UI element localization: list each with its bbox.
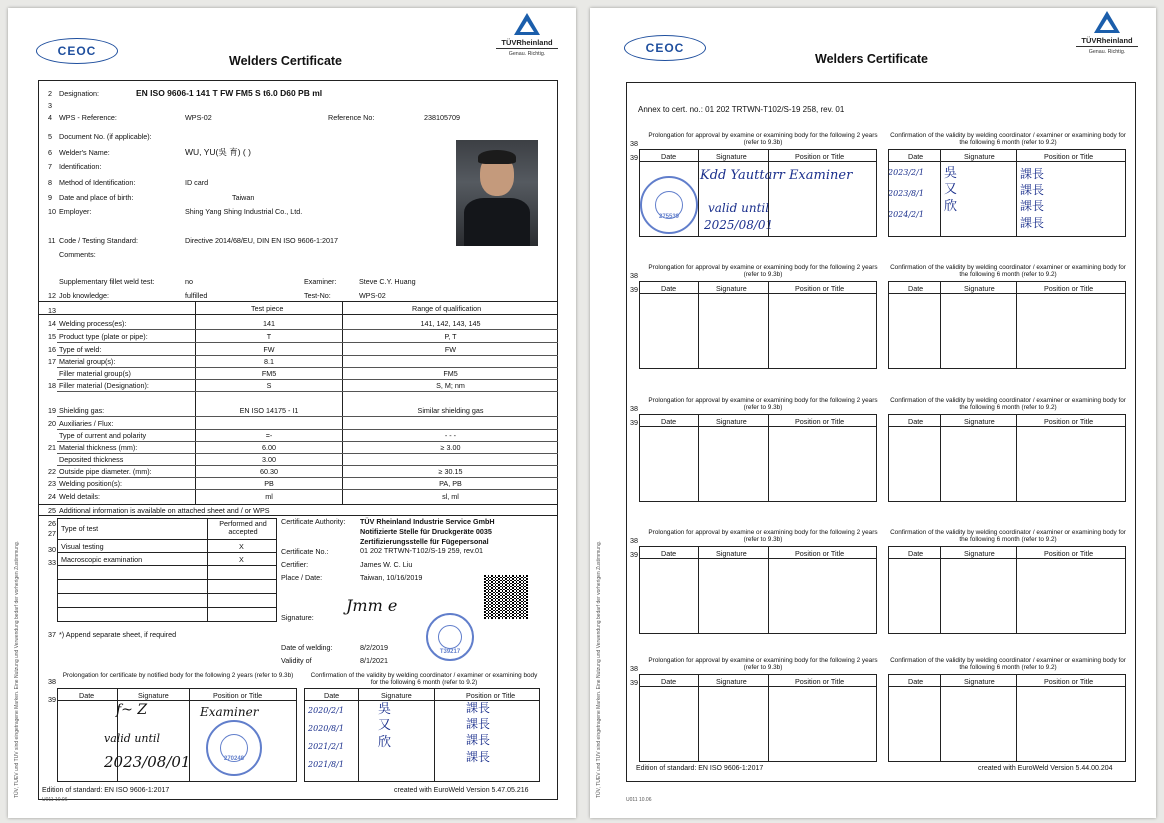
- job-value: fulfilled: [185, 291, 208, 300]
- rule: [698, 414, 699, 502]
- rule: [768, 281, 769, 369]
- visual-testing: Visual testing: [61, 542, 104, 551]
- col-position: Position or Title: [1044, 549, 1094, 558]
- grid-label: Weld details:: [59, 492, 101, 501]
- grid-label: Material thickness (mm):: [59, 443, 138, 452]
- confirmation-text: Confirmation of the validity by welding coordinator / examiner or examining body for the following 6 month (refer to 9.2): [310, 672, 538, 687]
- grid-line: [57, 465, 558, 466]
- confirmation-text: Confirmation of the validity by welding coordinator / examiner or examining body for the following 6 month (refer to 9.2): [890, 264, 1126, 279]
- col-position: Position or Title: [1044, 284, 1094, 293]
- page-title: Welders Certificate: [229, 54, 343, 68]
- hw-date: 2020/8/1: [308, 724, 344, 733]
- col-position: Position or Title: [795, 284, 845, 293]
- rule: [1016, 546, 1017, 634]
- col-date: Date: [908, 677, 924, 686]
- prolongation-table: [639, 414, 877, 502]
- col-date: Date: [908, 549, 924, 558]
- date-of-welding-value: 8/2/2019: [360, 643, 388, 652]
- test-piece-value: FW: [263, 345, 275, 354]
- row-number: 16: [48, 345, 56, 354]
- test-piece-value: 3.00: [262, 455, 276, 464]
- designation-value: EN ISO 9606-1 141 T FW FM5 S t6.0 D60 PB ml: [136, 88, 323, 98]
- visual-testing-mark: X: [239, 542, 244, 551]
- row-number: 17: [48, 357, 56, 366]
- col-date: Date: [661, 549, 677, 558]
- qr-code: [484, 575, 528, 619]
- birth-value: Taiwan: [232, 193, 255, 202]
- grid-label: Welding process(es):: [59, 319, 127, 328]
- rule: [940, 414, 941, 502]
- fillet-value: no: [185, 277, 193, 286]
- grid-line: [57, 429, 558, 430]
- rule: [1016, 674, 1017, 762]
- test-piece-value: 6.00: [262, 443, 276, 452]
- confirmation-table: [888, 414, 1126, 502]
- footer-version: created with EuroWeld Version 5.47.05.216: [394, 787, 529, 794]
- prolongation-text: Prolongation for approval by examine or examining body for the following 2 years (refer to 9.3b): [648, 529, 878, 544]
- method-label: Method of Identification:: [59, 178, 136, 187]
- rule: [1016, 149, 1017, 237]
- handwritten-valid-date: 2023/08/01: [104, 753, 191, 771]
- range-value: ≥ 30.15: [438, 467, 463, 476]
- rule: [1016, 414, 1017, 502]
- confirmation-text: Confirmation of the validity by welding coordinator / examiner or examining body for the following 6 month (refer to 9.2): [890, 657, 1126, 672]
- col-signature: Signature: [138, 691, 169, 700]
- handwritten-valid-until: valid until: [708, 201, 770, 215]
- rule: [888, 293, 1126, 294]
- rule: [768, 674, 769, 762]
- confirmation-text: Confirmation of the validity by welding coordinator / examiner or examining body for the following 6 month (refer to 9.2): [890, 529, 1126, 544]
- row-number: 3: [48, 101, 52, 110]
- rule: [768, 149, 769, 237]
- macro-exam-mark: X: [239, 555, 244, 564]
- row-number: 39: [630, 153, 638, 162]
- test-piece-value: T: [266, 332, 272, 341]
- place-label: Place / Date:: [281, 573, 323, 582]
- grid-line: [57, 367, 558, 368]
- col-date: Date: [661, 152, 677, 161]
- rule: [639, 293, 877, 294]
- row-number: 39: [630, 285, 638, 294]
- code-label: Code / Testing Standard:: [59, 236, 138, 245]
- grid-label: Material group(s):: [59, 357, 116, 366]
- performed-header: Performed and accepted: [219, 519, 267, 536]
- rule: [940, 149, 941, 237]
- row-number: 21: [48, 443, 56, 452]
- row-number: 7: [48, 162, 52, 171]
- row-number: 19: [48, 406, 56, 415]
- col-position: Position or Title: [213, 691, 263, 700]
- signature-label: Signature:: [281, 613, 314, 622]
- handwritten-valid-until: valid until: [104, 732, 160, 745]
- grid-line: [57, 453, 558, 454]
- row-number: 15: [48, 332, 56, 341]
- welder-photo: [456, 140, 538, 246]
- range-value: S, M; nm: [436, 381, 465, 390]
- employer-value: Shing Yang Shing Industrial Co., Ltd.: [185, 207, 303, 216]
- hw-chinese-signature: 吳 又 欣: [944, 166, 958, 214]
- footer-version: created with EuroWeld Version 5.44.00.204: [978, 765, 1113, 772]
- tuv-logo: TÜVRheinland Genau. Richtig.: [496, 13, 558, 73]
- grid-line: [57, 329, 558, 330]
- row-number: 38: [630, 139, 638, 148]
- designation-label: Designation:: [59, 89, 99, 98]
- test-piece-value: PB: [264, 479, 274, 488]
- certifier-value: James W. C. Liu: [360, 560, 413, 569]
- prolongation-text: Prolongation for approval by examine or examining body for the following 2 years (refer to 9.3b): [648, 132, 878, 147]
- footer-edition: Edition of standard: EN ISO 9606-1:2017: [636, 765, 764, 772]
- rule: [1016, 281, 1017, 369]
- row-number: 38: [630, 404, 638, 413]
- grid-label: Deposited thickness: [59, 455, 124, 464]
- handwritten-examiner: Kdd Yauttarr Examiner: [700, 168, 853, 183]
- examiner-label: Examiner:: [304, 277, 337, 286]
- reference-label: Reference No:: [328, 113, 375, 122]
- hw-chinese-signature: 吳 又 欣: [378, 702, 392, 750]
- grid-label: Type of current and polarity: [59, 431, 147, 440]
- grid-line: [57, 441, 558, 442]
- rule: [698, 149, 699, 237]
- prolongation-text: Prolongation for approval by examine or examining body for the following 2 years (refer to 9.3b): [648, 397, 878, 412]
- grid-label: Outside pipe diameter. (mm):: [59, 467, 152, 476]
- row-number: 18: [48, 381, 56, 390]
- cert-no-value: 01 202 TRTWN-T102/S-19 259, rev.01: [360, 546, 484, 555]
- row-number: 6: [48, 148, 52, 157]
- row-number: 38: [630, 664, 638, 673]
- employer-label: Employer:: [59, 207, 92, 216]
- testno-label: Test-No:: [304, 291, 331, 300]
- test-piece-header: Test piece: [251, 304, 284, 313]
- tuv-stamp: 275539: [640, 176, 698, 234]
- prolongation-table: [639, 546, 877, 634]
- rule: [940, 674, 941, 762]
- row-number: 9: [48, 193, 52, 202]
- confirmation-table: [888, 546, 1126, 634]
- col-position: Position or Title: [1044, 152, 1094, 161]
- col-position: Position or Title: [795, 549, 845, 558]
- macro-exam: Macroscopic examination: [61, 555, 143, 564]
- identification-label: Identification:: [59, 162, 102, 171]
- test-piece-value: S: [266, 381, 272, 390]
- ceoc-logo: CEOC: [36, 38, 118, 64]
- rule: [698, 546, 699, 634]
- tuv-stamp: T39217: [426, 613, 474, 661]
- test-piece-value: EN ISO 14175 - I1: [239, 406, 299, 415]
- rule: [639, 161, 877, 162]
- range-value: 141, 142, 143, 145: [420, 319, 481, 328]
- append-note: *) Append separate sheet, if required: [59, 630, 177, 639]
- grid-line: [57, 342, 558, 343]
- test-piece-value: =-: [265, 431, 273, 440]
- welder-name-value: WU, YU(吳 育) ( ): [185, 147, 251, 157]
- rule: [940, 281, 941, 369]
- col-signature: Signature: [964, 152, 995, 161]
- trademark-note: TÜV, TUEV und TUV sind eingetragene Marken. Eine Nutzung und Verwendung bedarf der vorherigen Zustimmung.: [596, 541, 602, 798]
- hw-chinese-title: 課長 課長 課長 課長: [466, 701, 491, 764]
- rule: [888, 161, 1126, 162]
- row-number: 20: [48, 419, 56, 428]
- rule: [888, 426, 1126, 427]
- validity-label: Validity of: [281, 656, 312, 665]
- col-date: Date: [661, 417, 677, 426]
- test-piece-value: 60.30: [260, 467, 278, 476]
- handwritten-examiner: Examiner: [200, 705, 259, 719]
- tuv-triangle-icon: [1094, 11, 1120, 33]
- range-value: FM5: [443, 369, 458, 378]
- examiner-value: Steve C.Y. Huang: [359, 277, 416, 286]
- grid-label: Type of weld:: [59, 345, 102, 354]
- page-title: Welders Certificate: [815, 52, 929, 66]
- fillet-label: Supplementary fillet weld test:: [59, 277, 155, 286]
- grid-label: Filler material (Designation):: [59, 381, 149, 390]
- row-number: 13: [48, 306, 56, 315]
- col-date: Date: [908, 284, 924, 293]
- col-position: Position or Title: [466, 691, 516, 700]
- row-number: 11: [48, 236, 56, 245]
- cert-no-label: Certificate No.:: [281, 547, 329, 556]
- testno-value: WPS-02: [359, 291, 386, 300]
- prolongation-text: Prolongation for approval by examine or examining body for the following 2 years (refer to 9.3b): [648, 657, 878, 672]
- prolongation-table: [639, 281, 877, 369]
- col-signature: Signature: [716, 417, 747, 426]
- birth-label: Date and place of birth:: [59, 193, 134, 202]
- col-signature: Signature: [964, 284, 995, 293]
- grid-line: [57, 489, 558, 490]
- col-date: Date: [908, 152, 924, 161]
- hw-date: 2023/8/1: [888, 189, 924, 198]
- document-label: Document No. (if applicable):: [59, 132, 152, 141]
- grid-label: Filler material group(s): [59, 369, 131, 378]
- row-number: 12: [48, 291, 56, 300]
- row-number: 8: [48, 178, 52, 187]
- cert-authority-2: Notifizierte Stelle für Druckgeräte 0035: [360, 527, 492, 536]
- annex-reference: Annex to cert. no.: 01 202 TRTWN-T102/S-19 258, rev. 01: [638, 105, 845, 114]
- rule: [698, 281, 699, 369]
- prolongation-table: [639, 149, 877, 237]
- test-piece-value: ml: [265, 492, 273, 501]
- trademark-note: TÜV, TUEV und TUV sind eingetragene Marken. Eine Nutzung und Verwendung bedarf der vorherigen Zustimmung.: [14, 541, 20, 798]
- confirmation-table: [888, 149, 1126, 237]
- comments-label: Comments:: [59, 250, 96, 259]
- tuv-triangle-icon: [514, 13, 540, 35]
- row-number: 39: [630, 418, 638, 427]
- hw-date: 2020/2/1: [308, 706, 344, 715]
- wps-value: WPS-02: [185, 113, 212, 122]
- rule: [888, 558, 1126, 559]
- validity-value: 8/1/2021: [360, 656, 388, 665]
- grid-line: [57, 379, 558, 380]
- hw-date: 2024/2/1: [888, 210, 924, 219]
- col-signature: Signature: [716, 284, 747, 293]
- range-value: PA, PB: [439, 479, 462, 488]
- grid-label: Shielding gas:: [59, 406, 105, 415]
- wps-label: WPS - Reference:: [59, 113, 117, 122]
- col-signature: Signature: [716, 152, 747, 161]
- col-signature: Signature: [716, 677, 747, 686]
- row-number: 4: [48, 113, 52, 122]
- footer-edition: Edition of standard: EN ISO 9606-1:2017: [42, 787, 170, 794]
- rule: [639, 558, 877, 559]
- grid-label: Product type (plate or pipe):: [59, 332, 148, 341]
- hw-date: 2021/2/1: [308, 742, 344, 751]
- prolongation-text: Prolongation for approval by examine or examining body for the following 2 years (refer to 9.3b): [648, 264, 878, 279]
- form-code: U011 10.06: [626, 797, 652, 803]
- welder-name-label: Welder's Name:: [59, 148, 110, 157]
- test-piece-value: 141: [263, 319, 275, 328]
- confirmation-table: [888, 281, 1126, 369]
- reference-value: 238105709: [424, 113, 460, 122]
- col-date: Date: [79, 691, 95, 700]
- handwritten-signature: f~ Z: [116, 702, 148, 718]
- prolongation-text: Prolongation for certificate by notified body for the following 2 years (refer to 9.3b): [62, 672, 294, 679]
- cert-authority-label: Certificate Authority:: [281, 517, 346, 526]
- grid-line: [57, 355, 558, 356]
- range-value: - - -: [444, 431, 457, 440]
- row-number: 24: [48, 492, 56, 501]
- handwritten-valid-date: 2025/08/01: [704, 218, 774, 232]
- rule: [639, 426, 877, 427]
- grid-label: Auxiliaries / Flux:: [59, 419, 114, 428]
- rule: [768, 546, 769, 634]
- certificate-page-2: [590, 8, 1156, 818]
- test-piece-value: 8.1: [264, 357, 274, 366]
- range-value: P, T: [444, 332, 457, 341]
- col-date: Date: [324, 691, 340, 700]
- range-header: Range of qualification: [412, 304, 482, 313]
- row-number: 5: [48, 132, 52, 141]
- date-of-welding-label: Date of welding:: [281, 643, 333, 652]
- col-date: Date: [908, 417, 924, 426]
- row-number: 38: [630, 536, 638, 545]
- tuv-stamp: 270248: [206, 720, 262, 776]
- rule: [768, 414, 769, 502]
- row-number: 39: [630, 678, 638, 687]
- col-signature: Signature: [964, 417, 995, 426]
- row-number: 2: [48, 89, 52, 98]
- prolongation-table: [639, 674, 877, 762]
- place-value: Taiwan, 10/16/2019: [360, 573, 423, 582]
- rule: [639, 686, 877, 687]
- ceoc-logo: CEOC: [624, 35, 706, 61]
- row-number: 39: [630, 550, 638, 559]
- test-piece-value: FM5: [261, 369, 277, 378]
- rule: [940, 546, 941, 634]
- col-position: Position or Title: [795, 417, 845, 426]
- tuv-logo: TÜVRheinland Genau. Richtig.: [1076, 11, 1138, 71]
- certifier-label: Certifier:: [281, 560, 309, 569]
- type-of-test-header: Type of test: [61, 524, 99, 533]
- hw-date: 2021/8/1: [308, 760, 344, 769]
- col-position: Position or Title: [1044, 417, 1094, 426]
- row-number: 14: [48, 319, 56, 328]
- cert-authority-1: TÜV Rheinland Industrie Service GmbH: [360, 517, 495, 526]
- col-signature: Signature: [964, 677, 995, 686]
- col-signature: Signature: [716, 549, 747, 558]
- row-number: 38: [630, 271, 638, 280]
- range-value: FW: [444, 345, 457, 354]
- rule: [698, 674, 699, 762]
- confirmation-text: Confirmation of the validity by welding coordinator / examiner or examining body for the following 6 month (refer to 9.2): [890, 397, 1126, 412]
- cert-authority-3: Zertifizierungsstelle für Fügepersonal: [360, 537, 489, 546]
- col-signature: Signature: [964, 549, 995, 558]
- range-value: ≥ 3.00: [440, 443, 461, 452]
- row-number: 23: [48, 479, 56, 488]
- job-label: Job knowledge:: [59, 291, 109, 300]
- range-value: sl, ml: [442, 492, 459, 501]
- col-date: Date: [661, 284, 677, 293]
- row-number: 22: [48, 467, 56, 476]
- code-value: Directive 2014/68/EU, DIN EN ISO 9606-1:2017: [185, 236, 339, 245]
- additional-info: Additional information is available on attached sheet and / or WPS: [59, 506, 270, 515]
- confirmation-text: Confirmation of the validity by welding coordinator / examiner or examining body for the following 6 month (refer to 9.2): [890, 132, 1126, 147]
- row-number: 10: [48, 207, 56, 216]
- grid-line: [57, 477, 558, 478]
- col-signature: Signature: [381, 691, 412, 700]
- col-position: Position or Title: [795, 152, 845, 161]
- col-position: Position or Title: [1044, 677, 1094, 686]
- certifier-signature: Jmm e: [346, 596, 398, 615]
- grid-line: [57, 416, 558, 417]
- form-code: U011 10.06: [42, 797, 68, 803]
- hw-date: 2023/2/1: [888, 168, 924, 177]
- grid-line: [57, 391, 558, 392]
- confirmation-table: [888, 674, 1126, 762]
- range-value: Similar shielding gas: [417, 406, 484, 415]
- col-position: Position or Title: [795, 677, 845, 686]
- method-value: ID card: [185, 178, 209, 187]
- grid-label: Welding position(s):: [59, 479, 122, 488]
- rule: [888, 686, 1126, 687]
- col-date: Date: [661, 677, 677, 686]
- certificate-page-1: CEOC Welders Certificate TÜVRheinland Genau. Richtig. 2 Designation: EN ISO 9606-1 141 T FW FM5 S t6.0 D60 PB ml 3 4 WPS - Reference: WPS-02 Reference No: 238105709 5 Document No. (if applicable): 6 Welder's Name: WU, YU(吳 育) ( ) 7 Identification: 8 Method of Identification: ID card 9 Date and place of birth: Taiwan 10 Employer: Shing Yang Shing Industrial Co., Ltd. 11 Code / Testing Standard: Directive 2014/68/EU, DIN EN ISO 9606-1:2017 Comments: Supplementary fillet weld test: no Examiner: Steve C.Y. Huang 12 Job knowledge: fulfilled Test-No: WPS-02 13 Test piece Range of qualification 25 Additional information is available on attached sheet and / or WPS 26 27 30 33 Type of test Performed and accepted Visual testing X Macroscopic examination X Certificate Authority: TÜV Rheinland Industrie Service GmbH Notifizierte Stelle für Druckgeräte 0035 Zertifizierungsstelle für Fügepersonal Certificate No.: 01 202 TRTWN-T102/S-19 259, rev.01 Certifier: James W. C. Liu Place / Date: Taiwan, 10/16/2019 Signature: Jmm e T39217 37 *) Append separate sheet, if required Date of welding: 8/2/2019 Validity of 8/1/2021 38 Prolongation for certificate by notified body for the following 2 years (refer to 9.3b) Confirmation of the validity by welding coordinator / examiner or examining body for the following 6 month (refer to 9.2) 39 Date Signature Position or Title Date Signature Position or Title f~ Z Examiner valid until 2023/08/01 270248 2020/2/1 2020/8/1 2021/2/1 2021/8/1 吳 又 欣 課長 課長 課長 課長 Edition of standard: EN ISO 9606-1:2017 created with EuroWeld Version 5.47.05.216 U011 10.06 TÜV, TUEV und TUV sind eingetragene Marken. Eine Nutzung und Verwendung bedarf der vorherigen Zustimmung. 14 Welding process(es): 141 141, 142, 143, 145 15 Product type (plate or pipe): T P, T 16 Type of weld: FW FW 17 Material group(s): 8.1 Filler material group(s) FM5 FM5 18 Filler material (Designation): S S, M; nm 19 Shielding gas: EN ISO 14175 - I1 Similar shielding gas 20 Auxiliaries / Flux: Type of current and polarity =- - - - 21 Material thickness (mm): 6.00 ≥ 3.00 Deposited thickness 3.00 22 Outside pipe diameter. (mm): 60.30 ≥ 30.15 23 Welding position(s): PB PA, PB 24 Weld details: ml sl, ml: [8, 8, 576, 818]
- hw-chinese-title: 課長 課長 課長 課長: [1020, 167, 1045, 230]
